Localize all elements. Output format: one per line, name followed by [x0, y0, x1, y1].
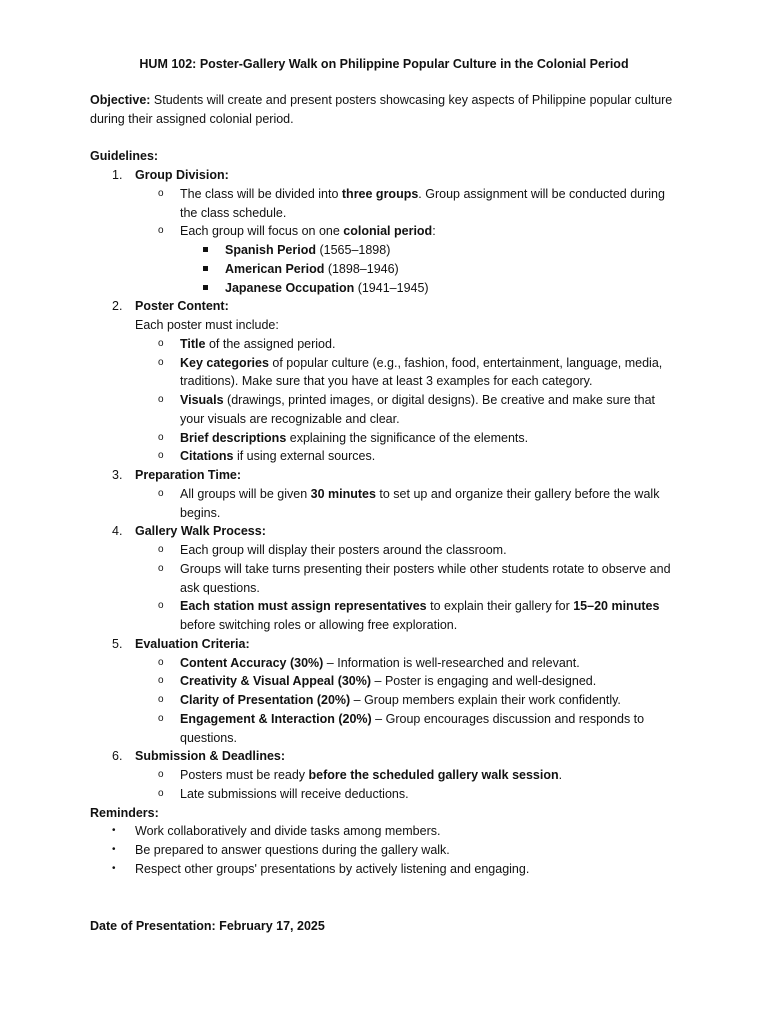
document-body — [90, 91, 680, 879]
section-preparation-time: 3. Preparation Time: — [112, 468, 242, 482]
objective-label: Objective: — [90, 93, 151, 107]
list-item: o Late submissions will receive deductions. — [158, 786, 409, 801]
list-item: o Engagement & Interaction (20%) – Group encourages discussion and responds to questions. — [158, 711, 645, 745]
list-item: o Content Accuracy (30%) – Information is well-researched and relevant. — [158, 655, 580, 670]
guidelines-heading: Guidelines: — [90, 149, 159, 164]
section-submission-deadlines: 6. Submission & Deadlines: — [112, 749, 286, 764]
section-gallery-walk-process: 4. Gallery Walk Process: — [112, 524, 266, 539]
list-item: o Groups will take turns presenting their posters while other students rotate to observe and ask questions. — [158, 561, 671, 595]
reminder-item: • Be prepared to answer questions during the gallery walk. — [112, 843, 450, 857]
reminder-item: • Work collaboratively and divide tasks among members. — [112, 824, 441, 839]
reminder-item: • Respect other groups' presentations by actively listening and engaging. — [112, 861, 530, 876]
list-item: o Clarity of Presentation (20%) – Group members explain their work confidently. — [158, 693, 621, 707]
square-bullet-icon — [203, 285, 208, 290]
list-item: o Each station must assign representatives to explain their gallery for 15–20 minutes before switching roles or allowing free exploration. — [158, 599, 660, 632]
list-item: o Citations if using external sources. — [158, 449, 376, 464]
square-bullet-icon — [203, 247, 208, 252]
period-item: Japanese Occupation (1941–1945) — [90, 279, 680, 298]
list-item: o Each group will focus on one colonial period: — [158, 224, 436, 239]
list-item: o Brief descriptions explaining the significance of the elements. — [158, 430, 529, 445]
list-item: o Creativity & Visual Appeal (30%) – Poster is engaging and well-designed. — [158, 674, 597, 689]
reminders-heading: Reminders: — [90, 805, 159, 820]
period-item: Spanish Period (1565–1898) — [90, 241, 680, 260]
presentation-date: Date of Presentation: February 17, 2025 — [90, 919, 325, 933]
list-item: o Title of the assigned period. — [158, 336, 336, 351]
section-poster-content: 2. Poster Content: — [112, 299, 229, 314]
list-item: o Posters must be ready before the scheduled gallery walk session. — [158, 768, 563, 782]
section-evaluation-criteria: 5. Evaluation Criteria: — [112, 636, 250, 651]
list-item: o Each group will display their posters around the classroom. — [158, 543, 507, 557]
section-intro: Each poster must include: — [135, 318, 279, 332]
list-item: o Key categories of popular culture (e.g., fashion, food, entertainment, language, media, traditions). Make sure that you have at least 3 examples for each category. — [158, 355, 663, 389]
list-item: o All groups will be given 30 minutes to set up and organize their gallery before the walk begins. — [158, 486, 660, 520]
objective-paragraph — [90, 91, 680, 129]
list-item: o The class will be divided into three groups. Group assignment will be conducted during the class schedule. — [158, 186, 665, 220]
section-group-division: 1. Group Division: — [112, 168, 229, 182]
objective-text: Students will create and present posters showcasing key aspects of Philippine popular culture during their assigned colonial period. — [90, 93, 673, 126]
document-title: HUM 102: Poster-Gallery Walk on Philippine Popular Culture in the Colonial Period — [139, 57, 629, 71]
list-item: o Visuals (drawings, printed images, or digital designs). Be creative and make sure that your visuals are recognizable and clear. — [158, 393, 656, 426]
square-bullet-icon — [203, 266, 208, 271]
period-item: American Period (1898–1946) — [90, 260, 680, 279]
